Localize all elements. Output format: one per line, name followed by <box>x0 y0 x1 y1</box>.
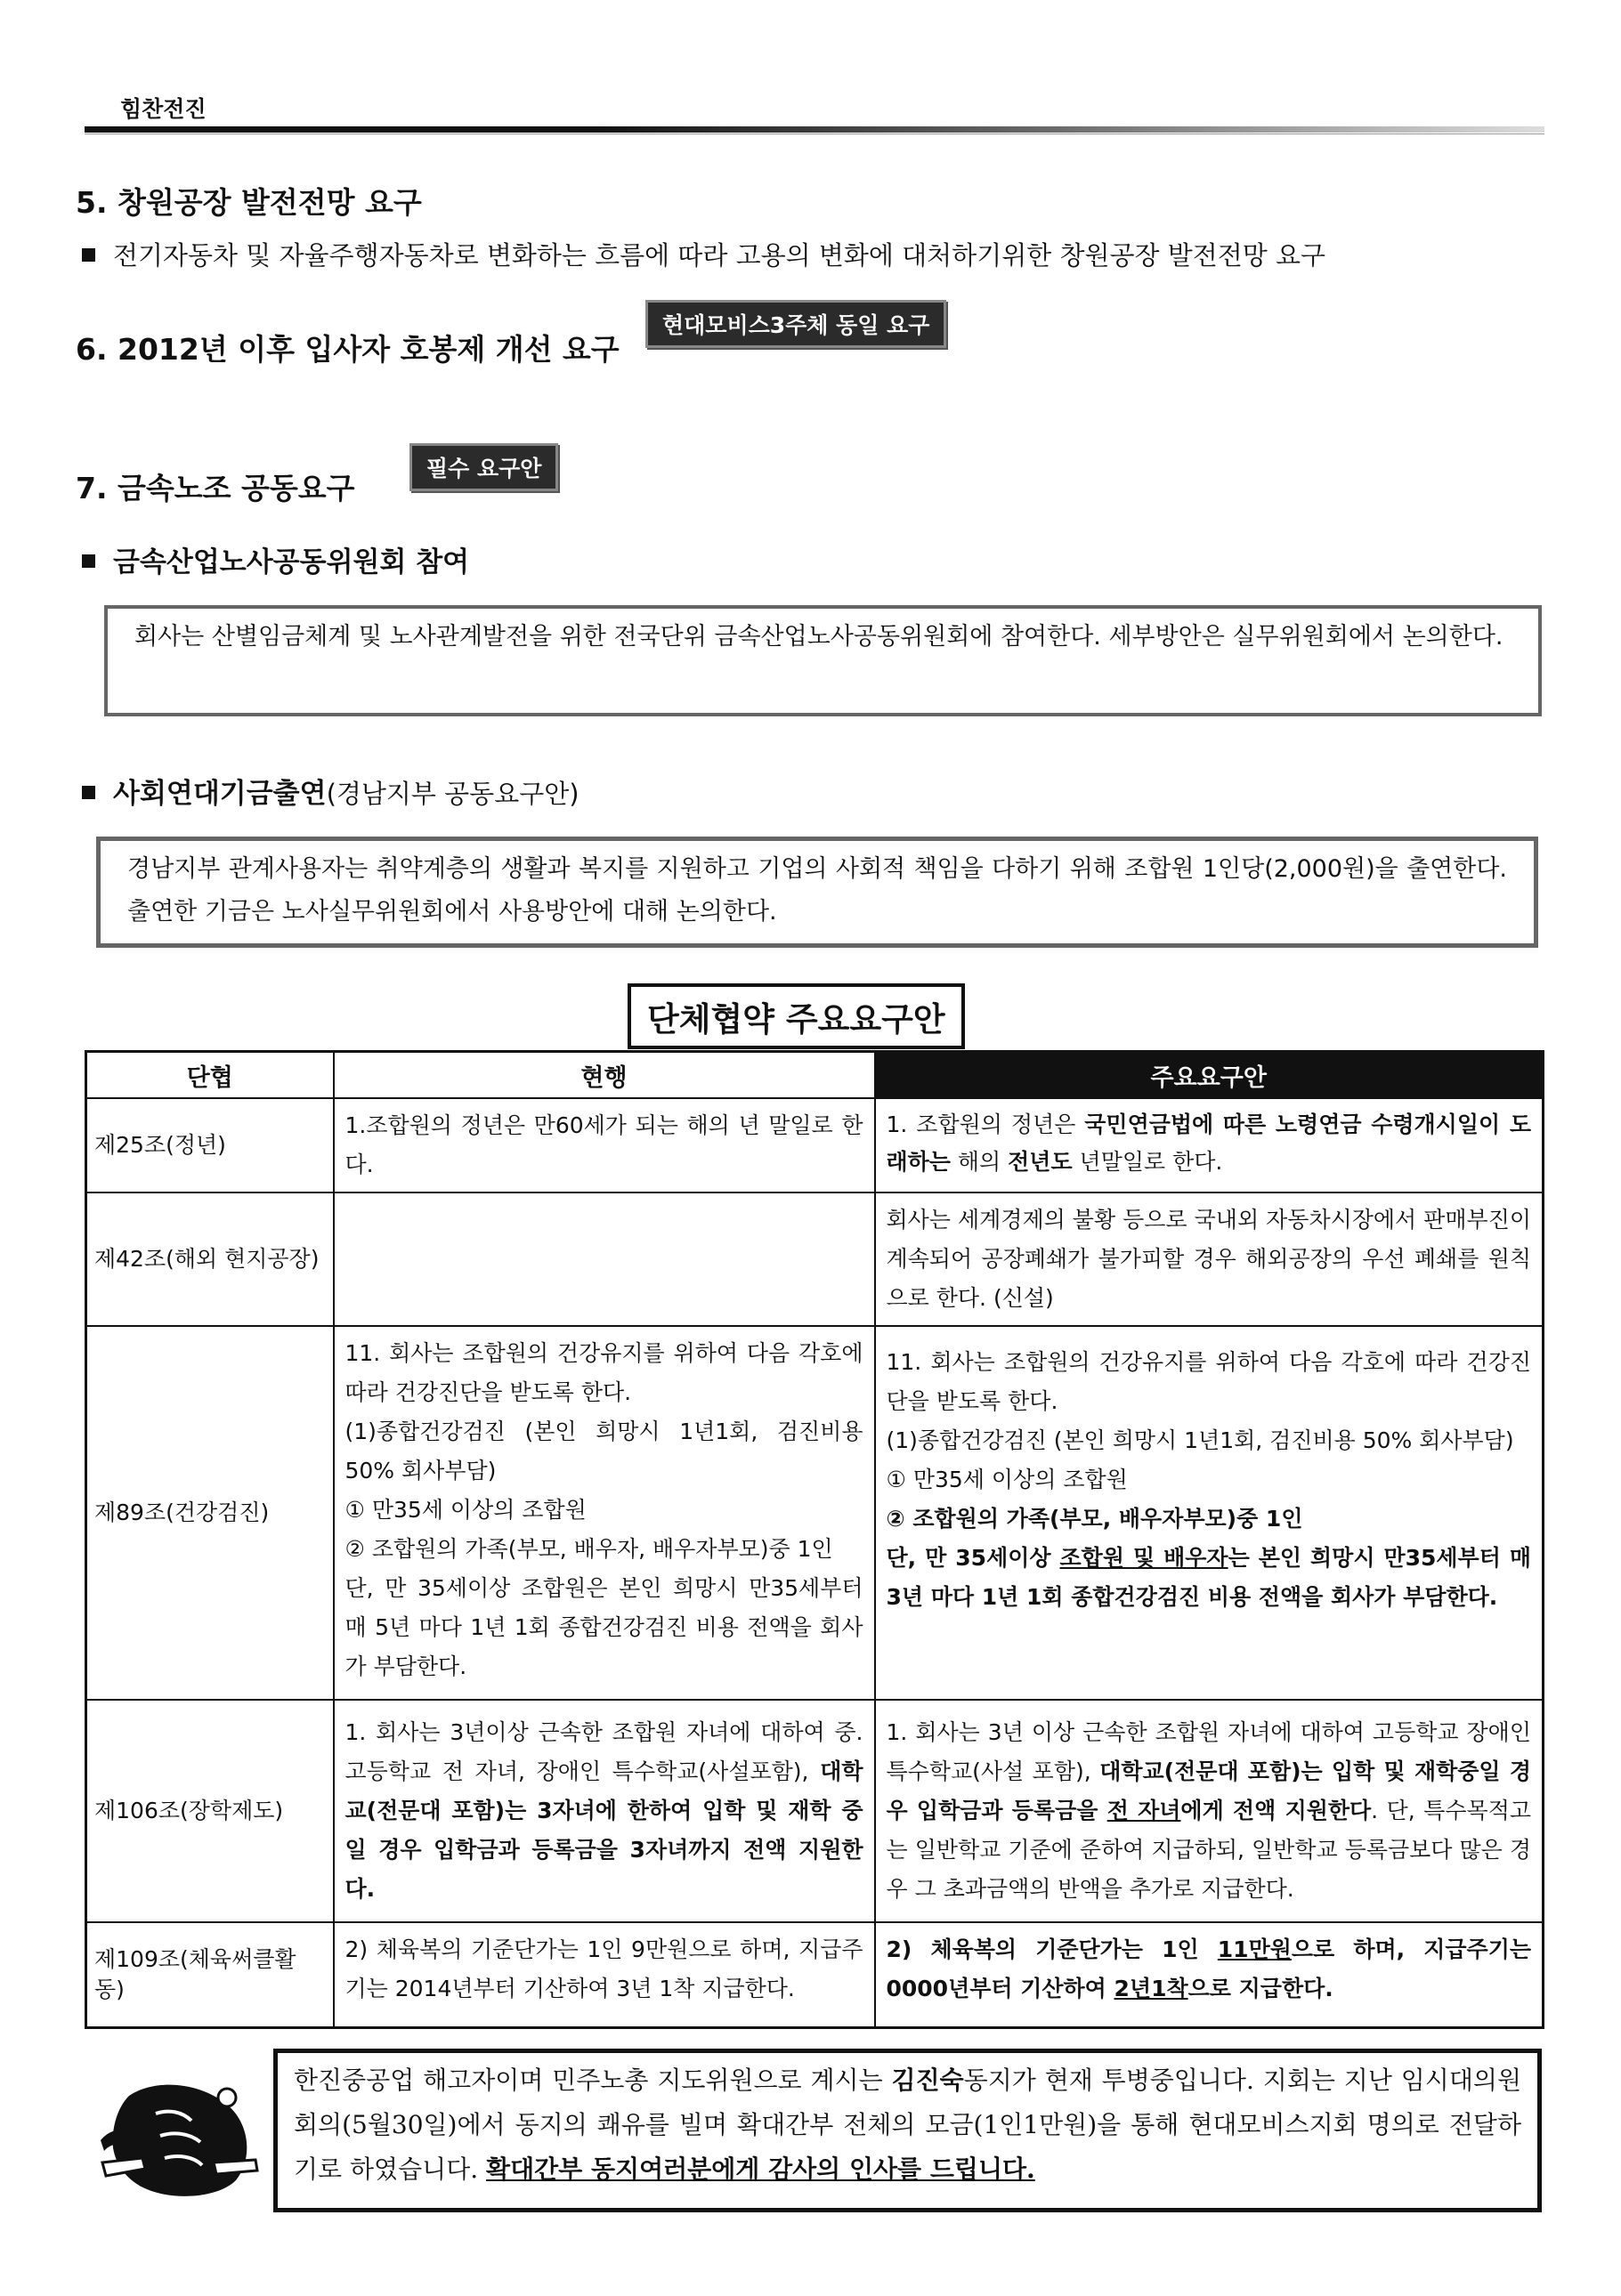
row-label: 제109조(체육써클활동) <box>86 1922 334 2027</box>
row-label: 제106조(장학제도) <box>86 1700 334 1922</box>
header-rule-thin <box>85 133 1544 134</box>
text-span-bold: 김진숙 <box>891 2066 964 2095</box>
table-row <box>86 1192 1544 1326</box>
section-5-title: 5. 창원공장 발전전망 요구 <box>76 185 422 220</box>
text-line: ① 만35세 이상의 조합원 <box>886 1467 1128 1492</box>
text-span-underline: 11만원 <box>1217 1936 1292 1962</box>
section-6-title: 6. 2012년 이후 입사자 호봉제 개선 요구 <box>76 332 620 367</box>
table-row <box>86 1098 1544 1192</box>
text-span: . 단, 특수목적고는 일반학교 기준에 준하여 지급하되, 일반학교 등록금보다 많은 경우 그 초과금액의 반액을 추가로 지급한다. <box>886 1798 1532 1902</box>
section-7-title: 7. 금속노조 공동요구 <box>76 471 355 505</box>
text-span-bold: 대학교(전문대 포함)는 3자녀에 한하여 입학 및 재학 중 일 경우 입학금과 등록금을 3자녀까지 전액 지원한다. <box>344 1758 863 1902</box>
item2-box: 경남지부 관계사용자는 취약계층의 생활과 복지를 지원하고 기업의 사회적 책임을 다하기 위해 조합원 1인당(2,000원)을 출연한다. 출연한 기금은 노사실무위원회에서 사용방안에 대해 논의한다. <box>96 837 1538 948</box>
item2-subtitle: (경남지부 공동요구안) <box>326 779 580 809</box>
text-line: ② 조합원의 가족(부모, 배우자, 배우자부모)중 1인 <box>344 1536 833 1562</box>
text-span: 한진중공업 해고자이며 민주노총 지도위원으로 계시는 <box>294 2066 892 2095</box>
demands-table <box>85 1050 1544 2029</box>
section-7-badge: 필수 요구안 <box>409 443 558 491</box>
text-span: 1. 회사는 3년 이상 근속한 조합원 자녀에 대하여 고등학교 장애인 특수학교(사설 포함), <box>886 1719 1531 1784</box>
header-current: 현행 <box>334 1052 875 1099</box>
table-title: 단체협약 주요요구안 <box>628 983 965 1049</box>
header-rule <box>85 126 1544 133</box>
text-span: 으로 하며, 지급주기는 0000년부터 기산하여 <box>886 1936 1531 2001</box>
text-span: 년말일로 한다. <box>1072 1149 1223 1175</box>
text-span-bold-underline: 확대간부 동지여러분에게 감사의 인사를 드립니다. <box>486 2155 1035 2184</box>
text-span-underline: 2년1착 <box>1114 1976 1188 2001</box>
text-line-bold: ② 조합원의 가족(부모, 배우자부모)중 1인 <box>886 1506 1303 1532</box>
square-bullet-icon <box>82 786 95 799</box>
section-6-badge: 현대모비스3주체 동일 요구 <box>645 300 946 348</box>
square-bullet-icon <box>82 248 95 262</box>
row-proposal <box>875 1700 1544 1922</box>
text-line-bold <box>887 1539 1532 1617</box>
row-proposal <box>875 1098 1544 1192</box>
item1-box: 회사는 산별임금체계 및 노사관계발전을 위한 전국단위 금속산업노사공동위원회에 참여한다. 세부방안은 실무위원회에서 논의한다. <box>104 605 1542 716</box>
text-span-underline: 조합원 및 배우자 <box>1059 1545 1228 1571</box>
text-line: (1)종합건강검진 (본인 희망시 1년1회, 검진비용 50% 회사부담) <box>886 1427 1514 1453</box>
text-span: 2) 체육복의 기준단가는 1인 <box>886 1936 1218 1962</box>
text-span: 단, 만 35세이상 <box>886 1545 1060 1571</box>
row-label: 제25조(정년) <box>86 1098 334 1192</box>
text-span: 1. 회사는 3년이상 근속한 조합원 자녀에 대하여 중.고등학교 전 자녀, 장애인 특수학교(사설포함), <box>344 1719 863 1784</box>
text-span-bold: 전년도 <box>1008 1149 1073 1175</box>
fist-illustration-icon <box>93 2078 263 2203</box>
item2-title-text: 사회연대기금출연 <box>113 778 327 810</box>
notice-box <box>273 2049 1542 2212</box>
row-label: 제42조(해외 현지공장) <box>86 1192 334 1326</box>
row-current <box>334 1192 875 1326</box>
section-7-item1-title <box>82 539 469 579</box>
square-bullet-icon <box>82 554 95 568</box>
text-span: 으로 지급한다. <box>1187 1976 1333 2001</box>
row-proposal <box>875 1326 1544 1700</box>
text-line: 단, 만 35세이상 조합원은 본인 희망시 만35세부터 매 5년 마다 1년 1회 종합건강검진 비용 전액을 회사가 부담한다. <box>344 1575 863 1679</box>
text-span-bold: 대학교(전문대 포함)는 입학 및 재학중일 경우 입학금과 등록금을 <box>886 1758 1531 1823</box>
running-header: 힘찬전진 <box>120 96 207 122</box>
row-current <box>334 1700 875 1922</box>
table-row <box>86 1700 1544 1922</box>
text-line: 11. 회사는 조합원의 건강유지를 위하여 다음 각호에 따라 건강진단을 받도록 한다. <box>344 1340 863 1405</box>
item1-title-text: 금속산업노사공동위원회 참여 <box>113 546 470 578</box>
text-span: 는 본인 희망시 만35세부터 매 3년 마다 1년 1회 종합건강검진 비용 전액을 회사가 부담한다. <box>886 1545 1531 1610</box>
text-span-bold: 국민연금법에 따른 노령연금 수령개시일이 도래하는 <box>886 1112 1531 1175</box>
table-row <box>86 1922 1544 2027</box>
table-row <box>86 1326 1544 1700</box>
header-proposal: 주요요구안 <box>875 1052 1544 1099</box>
section-5-bullet-text: 전기자동차 및 자율주행자동차로 변화하는 흐름에 따라 고용의 변화에 대처하기위한 창원공장 발전전망 요구 <box>113 240 1326 271</box>
table-header-row <box>86 1052 1544 1099</box>
text-line: 11. 회사는 조합원의 건강유지를 위하여 다음 각호에 따라 건강진단을 받도록 한다. <box>886 1349 1531 1414</box>
row-proposal <box>875 1922 1544 2027</box>
section-5-bullet <box>82 236 1325 272</box>
section-7-item2-title <box>82 771 580 811</box>
row-current: 2) 체육복의 기준단가는 1인 9만원으로 하며, 지급주기는 2014년부터 기산하여 3년 1착 지급한다. <box>334 1922 875 2027</box>
row-proposal: 회사는 세계경제의 불황 등으로 국내외 자동차시장에서 판매부진이 계속되어 공장폐쇄가 불가피할 경우 해외공장의 우선 폐쇄를 원칙으로 한다. (신설) <box>875 1192 1544 1326</box>
text-span: 1. 조합원의 정년은 <box>886 1112 1085 1137</box>
row-current <box>334 1326 875 1700</box>
text-span: 해의 <box>950 1149 1009 1175</box>
text-line: (1)종합건강검진 (본인 희망시 1년1회, 검진비용 50% 회사부담) <box>344 1419 863 1484</box>
row-label: 제89조(건강검진) <box>86 1326 334 1700</box>
header-article: 단협 <box>86 1052 334 1099</box>
row-current: 1.조합원의 정년은 만60세가 되는 해의 년 말일로 한다. <box>334 1098 875 1192</box>
text-span-bold-underline: 전 자녀 <box>1106 1798 1181 1823</box>
text-span-bold: 에게 전액 지원한다 <box>1180 1798 1372 1823</box>
text-line: ① 만35세 이상의 조합원 <box>344 1497 587 1523</box>
text-span: 동지가 현재 투병중입니다. 지회는 지난 임시대의원회의(5월30일)에서 동지의 쾌유를 빌며 확대간부 전체의 모금(1인1만원)을 통해 현대모비스지회 명의로 전달하기로 하였습니다. <box>294 2066 1521 2184</box>
